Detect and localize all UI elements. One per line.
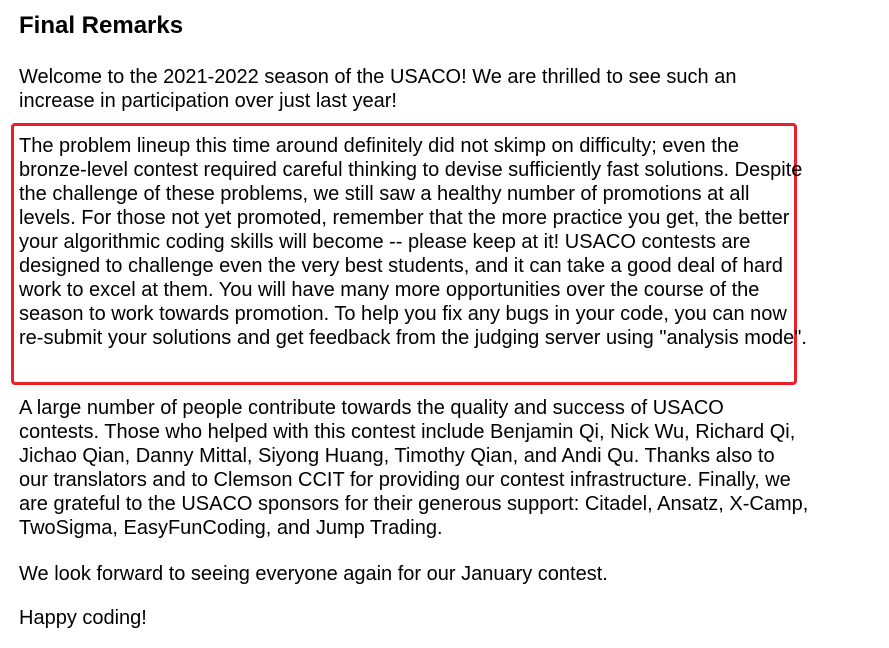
paragraph-contributors: A large number of people contribute towards the quality and success of USACO contests. Those who helped with this contest include Benjamin Qi, Nick Wu, Richard Qi, Jichao Qian, Danny Mittal, Siyong Huang, Timothy Qian, and Andi Qu. Thanks also to our translators and to Clemson CCIT for providing our contest infrastructure. Finally, we are grateful to the USACO sponsors for their generous support: Citadel, Ansatz, X-Camp, TwoSigma, EasyFunCoding, and Jump Trading. bbox=[19, 397, 809, 539]
paragraph-welcome: Welcome to the 2021-2022 season of the USACO! We are thrilled to see such an increase in participation over just last year! bbox=[19, 66, 737, 112]
paragraph-closing: Happy coding! bbox=[19, 607, 147, 629]
page-title: Final Remarks bbox=[19, 12, 184, 39]
final-remarks-section bbox=[19, 0, 809, 629]
paragraph-lineup: The problem lineup this time around definitely did not skimp on difficulty; even the bronze-level contest required careful thinking to devise sufficiently fast solutions. Despite the challenge of these problems, we still saw a healthy number of promotions at all levels. For those not yet promoted, remember that the more practice you get, the better your algorithmic coding skills will become -- please keep at it! USACO contests are designed to challenge even the very best students, and it can take a good deal of hard work to excel at them. You will have many more opportunities over the course of the season to work towards promotion. To help you fix any bugs in your code, you can now re-submit your solutions and get feedback from the judging server using "analysis mode". bbox=[19, 135, 807, 349]
paragraph-forward: We look forward to seeing everyone again for our January contest. bbox=[19, 563, 608, 585]
